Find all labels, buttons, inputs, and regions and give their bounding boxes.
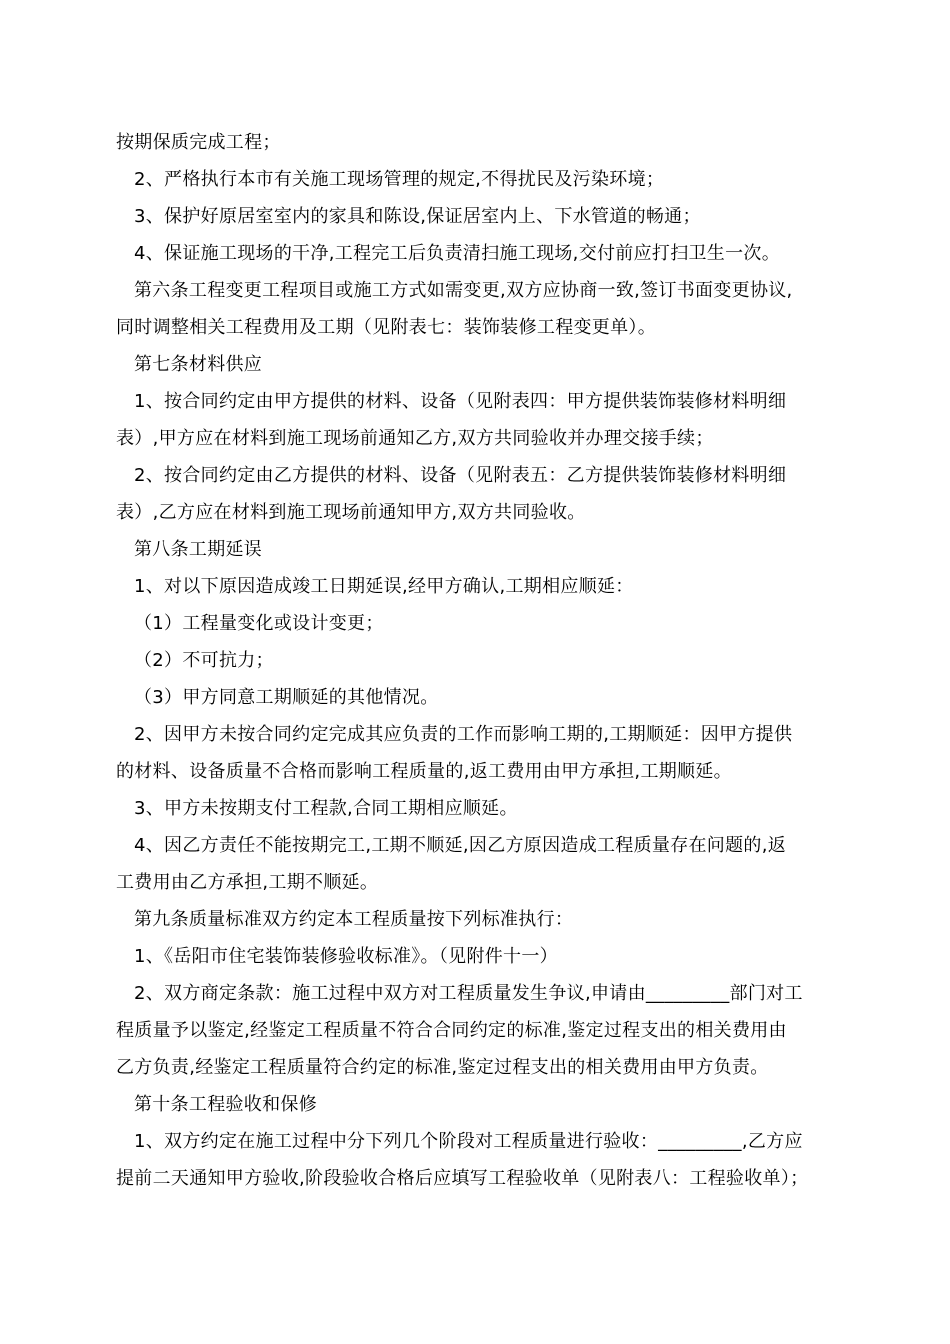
paragraph-line: 2、按合同约定由乙方提供的材料、设备（见附表五：乙方提供装饰装修材料明细 bbox=[134, 465, 787, 486]
paragraph-line: 工费用由乙方承担,工期不顺延。 bbox=[116, 872, 379, 893]
paragraph-line: 表）,甲方应在材料到施工现场前通知乙方,双方共同验收并办理交接手续； bbox=[116, 428, 714, 449]
paragraph-line: 提前二天通知甲方验收,阶段验收合格后应填写工程验收单（见附表八：工程验收单）； bbox=[116, 1168, 809, 1189]
paragraph-line: 乙方负责,经鉴定工程质量符合约定的标准,鉴定过程支出的相关费用由甲方负责。 bbox=[116, 1057, 769, 1078]
paragraph-line: 2、双方商定条款：施工过程中双方对工程质量发生争议,申请由_________部门对工 bbox=[134, 983, 803, 1004]
article-6-heading: 第六条工程变更工程项目或施工方式如需变更,双方应协商一致,签订书面变更协议, bbox=[134, 280, 793, 301]
paragraph-line: 4、因乙方责任不能按期完工,工期不顺延,因乙方原因造成工程质量存在问题的,返 bbox=[134, 835, 787, 856]
paragraph-line: 4、保证施工现场的干净,工程完工后负责清扫施工现场,交付前应打扫卫生一次。 bbox=[134, 243, 780, 264]
paragraph-line: 1、双方约定在施工过程中分下列几个阶段对工程质量进行验收：_________,乙方应 bbox=[134, 1131, 803, 1152]
paragraph-line: 3、保护好原居室室内的家具和陈设,保证居室内上、下水管道的畅通； bbox=[134, 206, 701, 227]
paragraph-line: 同时调整相关工程费用及工期（见附表七：装饰装修工程变更单）。 bbox=[116, 317, 656, 338]
paragraph-line: 2、因甲方未按合同约定完成其应负责的工作而影响工期的,工期顺延：因甲方提供 bbox=[134, 724, 793, 745]
paragraph-line: （2）不可抗力； bbox=[134, 650, 274, 671]
article-8-heading: 第八条工期延误 bbox=[134, 539, 263, 560]
paragraph-line: 按期保质完成工程； bbox=[116, 132, 281, 153]
article-10-heading: 第十条工程验收和保修 bbox=[134, 1094, 317, 1115]
paragraph-line: 1、按合同约定由甲方提供的材料、设备（见附表四：甲方提供装饰装修材料明细 bbox=[134, 391, 787, 412]
paragraph-line: 1、对以下原因造成竣工日期延误,经甲方确认,工期相应顺延： bbox=[134, 576, 634, 597]
paragraph-line: 程质量予以鉴定,经鉴定工程质量不符合合同约定的标准,鉴定过程支出的相关费用由 bbox=[116, 1020, 787, 1041]
paragraph-line: （3）甲方同意工期顺延的其他情况。 bbox=[134, 687, 439, 708]
paragraph-line: 1、《岳阳市住宅装饰装修验收标准》。（见附件十一） bbox=[134, 946, 558, 967]
article-9-heading: 第九条质量标准双方约定本工程质量按下列标准执行： bbox=[134, 909, 574, 930]
paragraph-line: 表）,乙方应在材料到施工现场前通知甲方,双方共同验收。 bbox=[116, 502, 586, 523]
article-7-heading: 第七条材料供应 bbox=[134, 354, 263, 375]
paragraph-line: 3、甲方未按期支付工程款,合同工期相应顺延。 bbox=[134, 798, 518, 819]
paragraph-line: （1）工程量变化或设计变更； bbox=[134, 613, 384, 634]
paragraph-line: 2、严格执行本市有关施工现场管理的规定,不得扰民及污染环境； bbox=[134, 169, 665, 190]
document-body bbox=[116, 124, 840, 1197]
paragraph-line: 的材料、设备质量不合格而影响工程质量的,返工费用由甲方承担,工期顺延。 bbox=[116, 761, 732, 782]
